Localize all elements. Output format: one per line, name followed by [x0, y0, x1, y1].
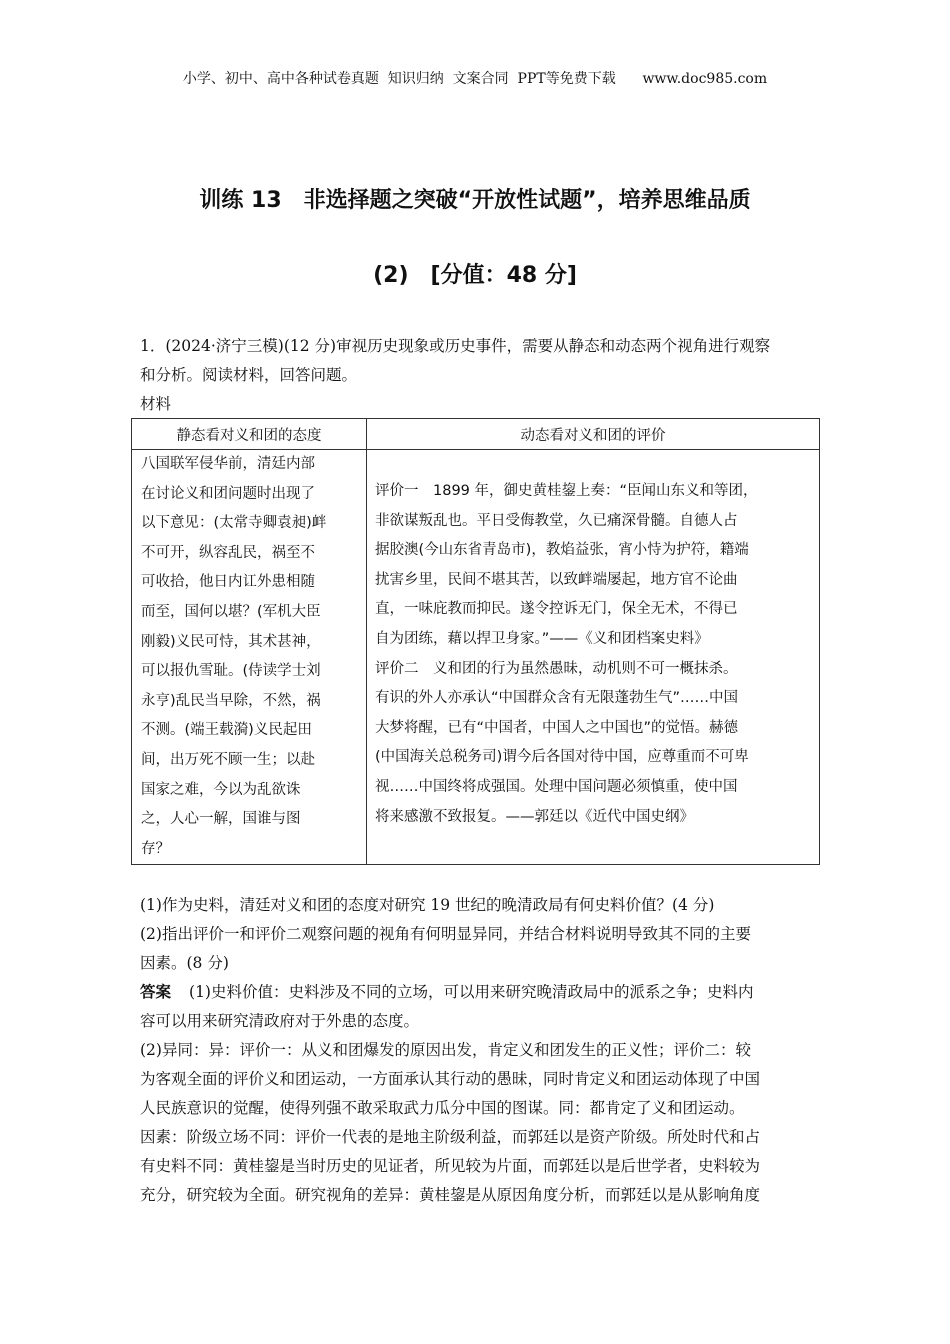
- dynamic-cell: [367, 450, 820, 865]
- answer-line: 容可以用来研究清政府对于外患的态度。: [140, 1012, 420, 1030]
- material-label: 材料: [140, 395, 172, 413]
- static-line: 以下意见：(太常寺卿袁昶)衅: [141, 515, 327, 532]
- material-table: [131, 418, 820, 865]
- question-line: 因素。(8 分): [140, 954, 229, 972]
- answer-line: 有史料不同：黄桂鋆是当时历史的见证者，所见较为片面，而郭廷以是后世学者，史料较为: [140, 1157, 761, 1175]
- answer-row: [140, 1067, 760, 1089]
- answer-row: [140, 980, 753, 1002]
- answer-line: 因素：阶级立场不同：评价一代表的是地主阶级利益，而郭廷以是资产阶级。所处时代和占: [140, 1128, 761, 1146]
- answer-row: [140, 1096, 745, 1118]
- answer-line: (2)异同：异：评价一：从义和团爆发的原因出发，肯定义和团发生的正义性；评价二：较: [140, 1041, 751, 1059]
- dynamic-line: 大梦将醒，已有“中国者，中国人之中国也”的觉悟。赫德: [375, 719, 739, 736]
- dynamic-line: 自为团练，藉以捍卫身家。”——《义和团档案史料》: [375, 630, 709, 647]
- static-line: 在讨论义和团问题时出现了: [141, 485, 315, 502]
- dynamic-line: 视……中国终将成强国。处理中国问题必须慎重，使中国: [375, 778, 738, 795]
- static-line: 永亨)乱民当早除，不然，祸: [141, 692, 321, 709]
- static-line: 之，人心一解，国谁与图: [141, 811, 301, 828]
- dynamic-line: (中国海关总税务司)谓今后各国对待中国，应尊重而不可卑: [375, 749, 749, 766]
- static-line: 刚毅)义民可恃，其术甚神，: [141, 633, 321, 650]
- static-cell: [132, 450, 367, 865]
- answer-row: [140, 1154, 760, 1176]
- dynamic-line: 将来感激不致报复。——郭廷以《近代中国史纲》: [375, 808, 694, 825]
- static-line: 不测。(端王载漪)义民起田: [141, 722, 312, 739]
- answer-row: [140, 1125, 760, 1147]
- answer-row: [140, 1009, 419, 1031]
- answer-line: 人民族意识的觉醒，使得列强不敢采取武力瓜分中国的图谋。同：都肯定了义和团运动。: [140, 1099, 745, 1117]
- answer-line: (1)史料价值：史料涉及不同的立场，可以用来研究晚清政局中的派系之争；史料内: [189, 983, 754, 1001]
- answer-row: [140, 1183, 760, 1205]
- dynamic-line: 有识的外人亦承认“中国群众含有无限蓬勃生气”……中国: [375, 690, 739, 707]
- question-line: (1)作为史料，清廷对义和团的态度对研究 19 世纪的晚清政局有何史料价值？(4 分): [140, 896, 715, 914]
- static-line: 存？: [141, 840, 170, 857]
- static-line: 间，出万死不顾一生；以赴: [141, 751, 315, 768]
- table-header-dynamic: 动态看对义和团的评价: [367, 419, 820, 450]
- static-line: 八国联军侵华前，清廷内部: [141, 456, 315, 472]
- answer-row: [140, 1038, 751, 1060]
- static-line: 国家之难，今以为乱欲诛: [141, 781, 301, 798]
- dynamic-line: 非欲谋叛乱也。平日受侮教堂，久已痛深骨髓。自德人占: [375, 512, 738, 529]
- question-intro-2: 和分析。阅读材料，回答问题。: [140, 366, 358, 384]
- dynamic-line: 扰害乡里，民间不堪其苦，以致衅端屡起，地方官不论曲: [375, 571, 738, 588]
- title-line-1: 训练 13 非选择题之突破“开放性试题”，培养思维品质: [199, 188, 751, 213]
- dynamic-line: 直，一味庇教而抑民。遂令控诉无门，保全无术，不得已: [375, 601, 738, 618]
- answer-line: 充分，研究较为全面。研究视角的差异：黄桂鋆是从原因角度分析，而郭廷以是从影响角度: [140, 1186, 761, 1204]
- answer-label: 答案: [140, 982, 172, 1001]
- question-line: (2)指出评价一和评价二观察问题的视角有何明显异同，并结合材料说明导致其不同的主要: [140, 925, 751, 943]
- dynamic-line: 评价二 义和团的行为虽然愚昧，动机则不可一概抹杀。: [375, 660, 738, 677]
- table-header-static: 静态看对义和团的态度: [132, 419, 367, 450]
- static-line: 可收拾，他日内讧外患相随: [141, 574, 315, 591]
- title-line-2: (2) [分值：48 分]: [373, 263, 577, 288]
- question-intro-1: 1．(2024·济宁三模)(12 分)审视历史现象或历史事件，需要从静态和动态两个视角进行观察: [140, 337, 771, 355]
- static-line: 不可开，纵容乱民，祸至不: [141, 544, 315, 561]
- static-line: 而至，国何以堪？(军机大臣: [141, 603, 321, 620]
- answer-line: 为客观全面的评价义和团运动，一方面承认其行动的愚昧，同时肯定义和团运动体现了中国: [140, 1070, 761, 1088]
- site-header: 小学、初中、高中各种试卷真题 知识归纳 文案合同 PPT等免费下载 www.doc985.com: [182, 71, 768, 87]
- dynamic-line: 据胶澳(今山东省青岛市)，教焰益张，宵小恃为护符，籍端: [375, 542, 749, 559]
- dynamic-line: 评价一 1899 年，御史黄桂鋆上奏：“臣闻山东义和等团，: [375, 483, 758, 499]
- static-line: 可以报仇雪耻。(侍读学士刘: [141, 663, 321, 680]
